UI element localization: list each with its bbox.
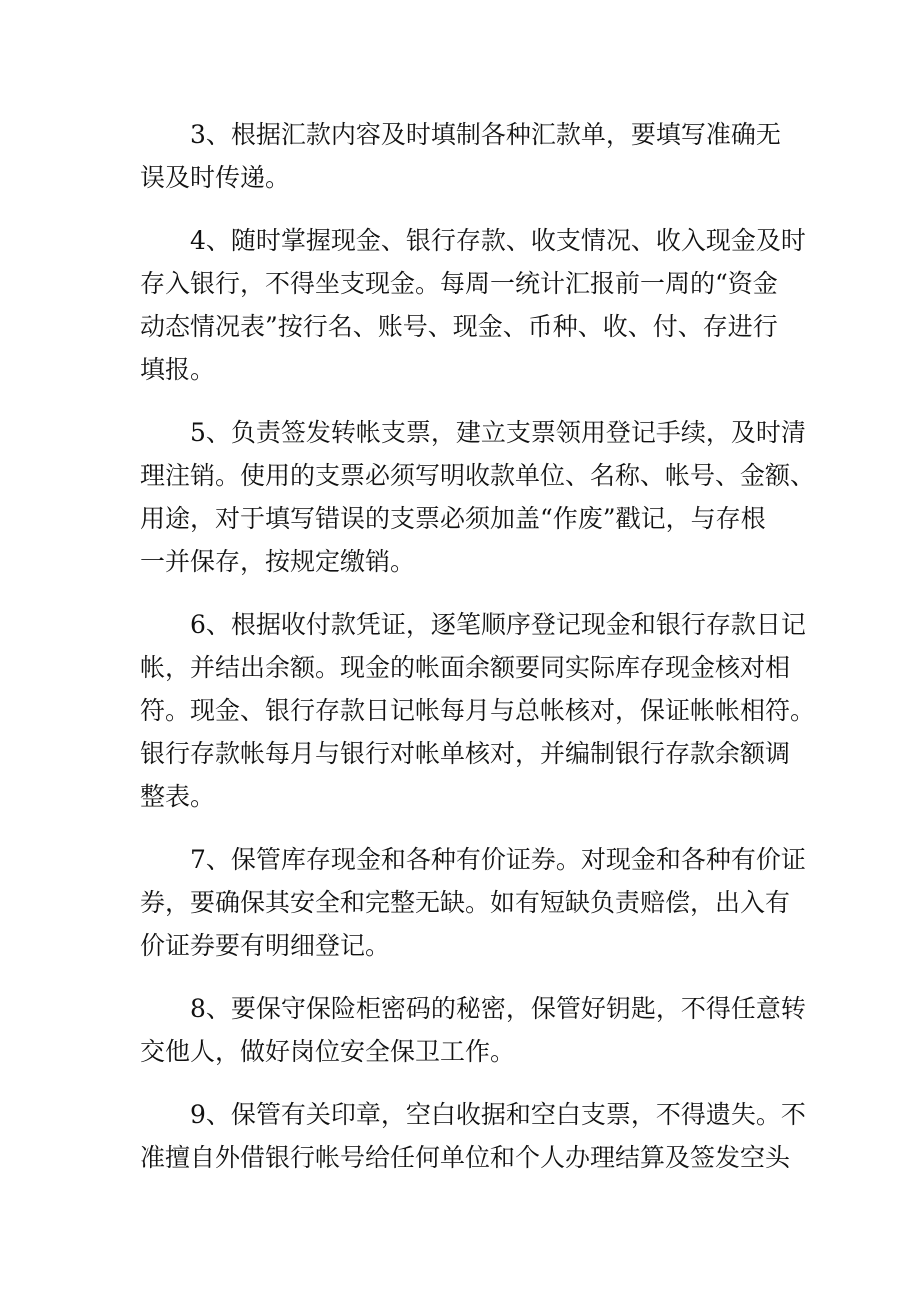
- paragraph-item-6: [140, 603, 816, 818]
- paragraph-line: 符。现金、银行存款日记帐每月与总帐核对，保证帐帐相符。: [140, 696, 816, 725]
- paragraph-line: 一并保存，按规定缴销。: [140, 547, 416, 576]
- paragraph-line: 8、要保守保险柜密码的秘密，保管好钥匙，不得任意转: [190, 994, 806, 1023]
- paragraph-line: 填报。: [140, 355, 216, 384]
- paragraph-item-3: [140, 113, 790, 199]
- paragraph-line: 误及时传递。: [140, 163, 291, 192]
- paragraph-line: 帐，并结出余额。现金的帐面余额要同实际库存现金核对相: [140, 653, 791, 682]
- paragraph-item-7: [140, 838, 806, 967]
- paragraph-line: 价证券要有明细登记。: [140, 931, 391, 960]
- paragraph-line: 交他人，做好岗位安全保卫工作。: [140, 1037, 516, 1066]
- paragraph-line: 动态情况表”按行名、账号、现金、币种、收、付、存进行: [140, 312, 778, 341]
- paragraph-line: 3、根据汇款内容及时填制各种汇款单，要填写准确无: [190, 120, 781, 149]
- paragraph-line: 9、保管有关印章，空白收据和空白支票，不得遗失。不: [190, 1100, 806, 1129]
- paragraph-line: 准擅自外借银行帐号给任何单位和个人办理结算及签发空头: [140, 1143, 791, 1172]
- paragraph-item-9: [140, 1093, 806, 1179]
- paragraph-item-5: [140, 411, 816, 583]
- paragraph-line: 4、随时掌握现金、银行存款、收支情况、收入现金及时: [190, 226, 806, 255]
- paragraph-line: 7、保管库存现金和各种有价证券。对现金和各种有价证: [190, 845, 806, 874]
- paragraph-line: 理注销。使用的支票必须写明收款单位、名称、帐号、金额、: [140, 461, 816, 490]
- paragraph-line: 银行存款帐每月与银行对帐单核对，并编制银行存款余额调: [140, 739, 791, 768]
- paragraph-line: 券，要确保其安全和完整无缺。如有短缺负责赔偿，出入有: [140, 888, 791, 917]
- paragraph-line: 5、负责签发转帐支票，建立支票领用登记手续，及时清: [190, 418, 806, 447]
- paragraph-line: 整表。: [140, 782, 216, 811]
- paragraph-item-8: [140, 987, 806, 1073]
- document-body: [140, 113, 816, 1179]
- paragraph-item-4: [140, 219, 806, 391]
- paragraph-line: 存入银行，不得坐支现金。每周一统计汇报前一周的“资金: [140, 269, 778, 298]
- paragraph-line: 用途，对于填写错误的支票必须加盖“作废”戳记，与存根: [140, 504, 766, 533]
- paragraph-line: 6、根据收付款凭证，逐笔顺序登记现金和银行存款日记: [190, 610, 806, 639]
